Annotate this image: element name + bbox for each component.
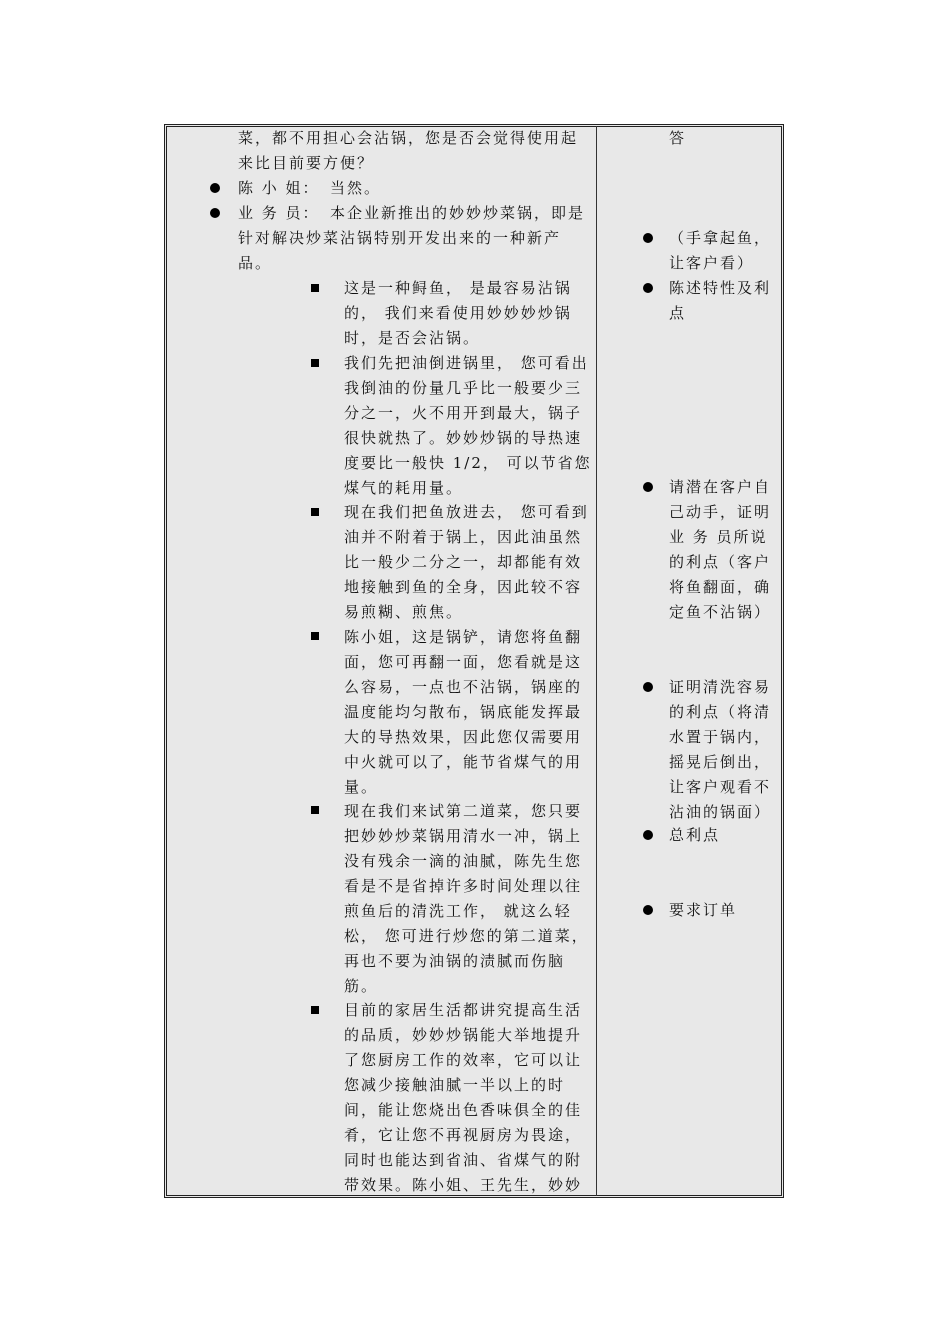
point-line: 中火就可以了，能节省煤气的用 xyxy=(344,753,583,771)
point-line: 我倒油的份量几乎比一般要少三 xyxy=(344,379,583,397)
note-line: 请潜在客户自 xyxy=(669,478,772,496)
point-line: 面，您可再翻一面，您看就是这 xyxy=(344,653,583,671)
bullet-icon xyxy=(210,208,220,218)
point-line: 带效果。陈小姐、王先生，妙妙 xyxy=(344,1176,583,1194)
bullet-icon xyxy=(643,233,653,243)
point-line: 同时也能达到省油、省煤气的附 xyxy=(344,1151,583,1169)
column-divider xyxy=(596,126,597,1196)
point-line: 把妙妙炒菜锅用清水一冲，锅上 xyxy=(344,827,583,845)
point-line: 比一般少二分之一，却都能有效 xyxy=(344,553,583,571)
point-line: 温度能均匀散布，锅底能发挥最 xyxy=(344,703,583,721)
point-line: 间，能让您烧出色香味俱全的佳 xyxy=(344,1101,583,1119)
note-top-text: 答 xyxy=(669,129,687,147)
point-line: 我们先把油倒进锅里， 您可看出 xyxy=(344,354,589,372)
note-line: 水置于锅内， xyxy=(669,728,772,746)
note-line: 定鱼不沾锅） xyxy=(669,603,772,621)
note-line: 沾油的锅面） xyxy=(669,803,772,821)
point-line: 煎鱼后的清洗工作， 就这么轻 xyxy=(344,902,572,920)
bullet-icon xyxy=(643,482,653,492)
note-line: 证明清洗容易 xyxy=(669,678,772,696)
point-line: 易煎糊、煎焦。 xyxy=(344,603,464,621)
point-line: 目前的家居生活都讲究提高生活 xyxy=(344,1001,583,1019)
point-line: 量。 xyxy=(344,778,379,796)
point-line: 油并不附着于锅上，因此油虽然 xyxy=(344,528,583,546)
note-line: （手拿起鱼， xyxy=(669,229,772,247)
dialogue-line: 本企业新推出的妙妙炒菜锅，即是 xyxy=(330,204,586,222)
speaker-label: 陈 小 姐： xyxy=(238,179,320,197)
point-line: 现在我们来试第二道菜，您只要 xyxy=(344,802,583,820)
point-line: 看是不是省掉许多时间处理以往 xyxy=(344,877,583,895)
point-line: 松， 您可进行炒您的第二道菜， xyxy=(344,927,589,945)
point-line: 度要比一般快 1/2， 可以节省您 xyxy=(344,454,592,472)
square-bullet-icon xyxy=(311,359,319,367)
dialogue-line: 当然。 xyxy=(330,179,382,197)
point-line: 地接触到鱼的全身，因此较不容 xyxy=(344,578,583,596)
point-line: 很快就热了。妙妙炒锅的导热速 xyxy=(344,429,583,447)
square-bullet-icon xyxy=(311,806,319,814)
square-bullet-icon xyxy=(311,508,319,516)
note-line: 陈述特性及利 xyxy=(669,279,772,297)
note-line: 摇晃后倒出， xyxy=(669,753,772,771)
point-line: 的， 我们来看使用妙妙妙炒锅 xyxy=(344,304,572,322)
point-line: 肴，它让您不再视厨房为畏途， xyxy=(344,1126,583,1144)
note-line: 业 务 员所说 xyxy=(669,528,768,546)
square-bullet-icon xyxy=(311,1006,319,1014)
note-line: 让客户看） xyxy=(669,254,755,272)
point-line: 这是一种鲟鱼， 是最容易沾锅 xyxy=(344,279,572,297)
note-line: 将鱼翻面，确 xyxy=(669,578,772,596)
point-line: 陈小姐，这是锅铲，请您将鱼翻 xyxy=(344,628,583,646)
point-line: 么容易，一点也不沾锅，锅座的 xyxy=(344,678,583,696)
point-line: 大的导热效果，因此您仅需要用 xyxy=(344,728,583,746)
point-line: 的品质，妙妙炒锅能大举地提升 xyxy=(344,1026,583,1044)
bullet-icon xyxy=(643,682,653,692)
point-line: 筋。 xyxy=(344,977,379,995)
note-line: 让客户观看不 xyxy=(669,778,772,796)
point-line: 现在我们把鱼放进去， 您可看到 xyxy=(344,503,589,521)
point-line: 了您厨房工作的效率，它可以让 xyxy=(344,1051,583,1069)
bullet-icon xyxy=(643,905,653,915)
note-line: 的利点（将清 xyxy=(669,703,772,721)
bullet-icon xyxy=(210,183,220,193)
point-line: 再也不要为油锅的渍腻而伤脑 xyxy=(344,952,566,970)
note-line: 己动手，证明 xyxy=(669,503,772,521)
dialogue-line: 针对解决炒菜沾锅特别开发出来的一种新产 xyxy=(238,229,562,247)
bullet-icon xyxy=(643,283,653,293)
note-line: 点 xyxy=(669,304,687,322)
point-line: 没有残余一滴的油腻，陈先生您 xyxy=(344,852,583,870)
intro-line: 来比目前要方便？ xyxy=(238,154,375,172)
point-line: 分之一，火不用开到最大，锅子 xyxy=(344,404,583,422)
square-bullet-icon xyxy=(311,632,319,640)
point-line: 煤气的耗用量。 xyxy=(344,479,464,497)
note-line: 总利点 xyxy=(669,826,721,844)
point-line: 您减少接触油腻一半以上的时 xyxy=(344,1076,566,1094)
square-bullet-icon xyxy=(311,284,319,292)
point-line: 时，是否会沾锅。 xyxy=(344,329,481,347)
note-line: 要求订单 xyxy=(669,901,738,919)
intro-line: 菜，都不用担心会沾锅，您是否会觉得使用起 xyxy=(238,129,579,147)
speaker-label: 业 务 员： xyxy=(238,204,320,222)
dialogue-line: 品。 xyxy=(238,254,273,272)
bullet-icon xyxy=(643,830,653,840)
note-line: 的利点（客户 xyxy=(669,553,772,571)
